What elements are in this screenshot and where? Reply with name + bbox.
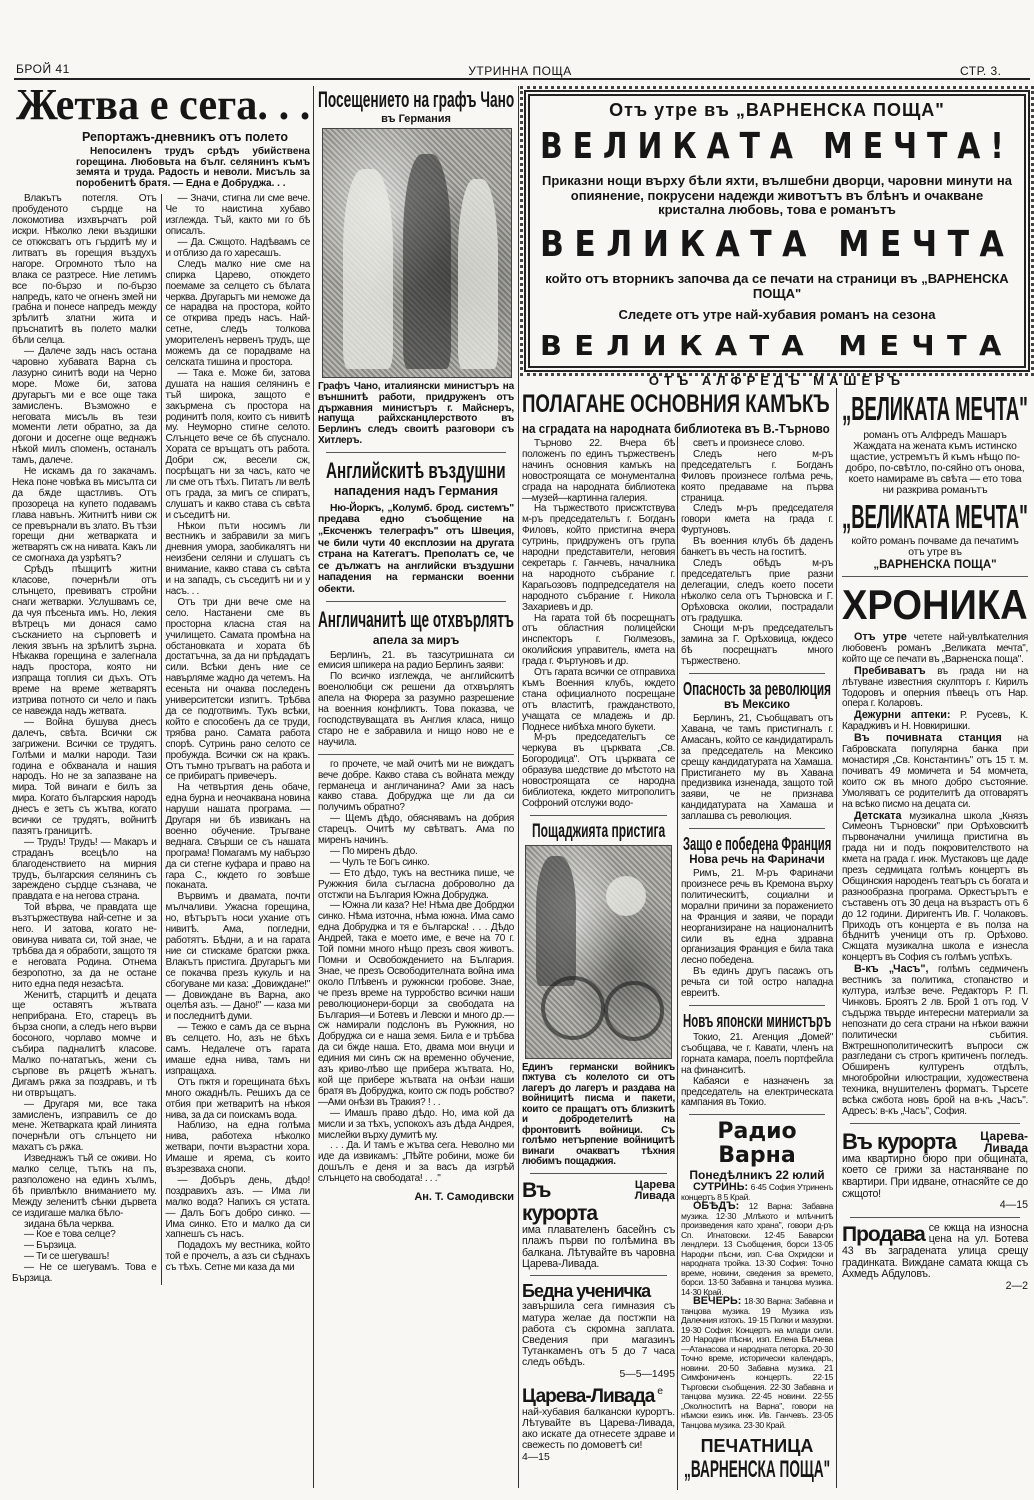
section-rule [850, 1217, 1020, 1218]
resort-ad-3-place: Царева-Ливада [980, 1128, 1028, 1155]
paragraph: Търново 22. Вчера бѣ положенъ по единъ тържественъ начинъ основния камъкъ на новостроящата се монументална сграда на народната библиотека—музей—картинна галерия. [522, 438, 675, 504]
section-rule [689, 673, 825, 674]
postman-title: Пощаджията пристига [532, 820, 666, 842]
resort-ad-1-place: Царева Ливада [634, 1178, 675, 1202]
paragraph: . . . Да. И тамъ е жътва сега. Неволно ми иде да извикамъ: „Пѣйте робини, може би дошълъ е деня и за васъ да изгрѣй слънцето на свободата! . . ." [318, 1140, 514, 1185]
paragraph-lead: ОБѢДЪ: [693, 1200, 740, 1213]
paragraph: На тържеството присжтствува м-ръ председательтъ г. Богданъ Филовъ, който пристигна вчера сутринь, придруженъ отъ група народни представители, неговия секретарь г. Ганчевъ, началника на народното събрание г. Карагьозовъ подпредседателя на народното събрание г. Никола Захариевъ и др. [522, 503, 675, 613]
paragraph: — Далече задъ насъ остана чаровно хубавата Варна съ лазурно синитѣ води на Черно море. Може би, затова другарьтъ ми е все още така замисленъ. Възможно е неговата мисъль въ тези моменти лети обратно, за да догони и досегне още веднажъ нѣкой милъ споменъ, останалъ тамъ, далече. [12, 346, 157, 467]
paragraph: Въ единъ другъ пасажъ отъ речьта си той остро нападна евреитѣ. [681, 966, 833, 1000]
cornerstone-subtitle: на сградата на народната библиотека въ В.-Търново [522, 421, 830, 436]
harvest-continuation [318, 760, 514, 1185]
ad-big-title-1: ВЕЛИКАТА МЕЧТА! [540, 126, 1014, 168]
harvest-title: Жетва е сега. . . [16, 80, 311, 129]
paragraph: — Война бушува днесъ далечъ, свѣта. Всички сж загрижени. Всички се трудятъ. Голѣми и малки народи. Тази година е обхванала и нашия народъ. Но не за запазване на мира. Той винаги е билъ за мира. Когато българския народъ днесъ е зетъ съ жътва, когато всички се трудятъ, войнитѣ пазятъ границитѣ. [12, 716, 157, 837]
paragraph: Следъ него м-ръ председательтъ г. Богданъ Филовъ произнесе голѣма речь, която предаваме на първа страница. [681, 448, 833, 504]
section-rule [530, 815, 667, 816]
paragraph: го прочете, че май очитѣ ми не виждатъ вече добре. Какво става съ войната между германеца и англичанина? Ами за насъ какво става. Добруджа ще ли да си получимъ обратно? [318, 758, 514, 814]
paragraph: Следъ м-ръ председателя говори кмета на града г. Фуртуновъ. [681, 503, 833, 537]
paragraph: Отъ пжтя и горещината бѣхъ много ожаднѣлъ. Решихъ да се отбия при жетваритѣ на нѣкоя нива, за да си поискамъ вода. [165, 1076, 310, 1121]
postman-title-wrap [532, 821, 665, 843]
paragraph: Въ почивната станция на Габровската популярна банка при монастиря „Св. Константинъ" отъ 15 т. м. почиватъ 49 момичета и 54 момчета, които сж въ много добро състояние. Умоляватъ се родителитѣ да отговарятъ на всѣко писмо на децата си. [842, 732, 1028, 810]
promo-paper: „ВАРНЕНСКА ПОЩА" [873, 559, 997, 571]
newspaper-name: УТРИННА ПОЩА [468, 64, 572, 78]
promo-title-1-wrap [842, 390, 1028, 428]
paragraph: — Да. Сжщото. Надѣвамъ се и отблизо да го харесашъ. [165, 237, 310, 259]
resort-ad-1-heading: Въ курорта [522, 1178, 598, 1225]
resort-ad-2-code: 4—15 [522, 1451, 550, 1463]
japan-title: Новъ японски министъръ [683, 1010, 832, 1031]
paragraph: Изведнажъ тъй се оживи. Но малко селце, тъткъ на пъ, разположено на единъ хълмъ, бѣ привлѣкло вниманието му. Между зеленитѣ сѣнки дървета се издигаше малка бѣло- [12, 1153, 157, 1219]
paragraph: — По миренъ дѣдо. [330, 845, 418, 857]
radio-program [681, 1183, 833, 1430]
page-number: СТР. 3. [960, 64, 1002, 78]
resort-ad-1-text: има плавателенъ басейнъ съ плажъ първи по голѣмина въ балкана. Лѣтувайте въ чаровна Царева-Ливада. [522, 1223, 675, 1271]
paragraph: Нѣкои пъти носимъ ли вестникъ и забравили за мигъ дневния умора, заобикалятъ ни неизбени селяни и слушатъ съ внимание, какво става съ свѣта и на западъ, съ съседитѣ ни и у насъ. . . [165, 520, 310, 597]
paragraph: — Трудъ! Трудъ! — Макаръ и страданъ всецѣло на благоденствието на мирния трудъ, българския селянинъ съ зареждено сърдце съзнава, че правдата е на негова страна. [12, 836, 157, 903]
promo-title-2: „ВЕЛИКАТА МЕЧТА" [842, 498, 1028, 535]
promo-text-2: който романъ почваме да печатимъ отъ утре въ [851, 536, 1019, 558]
ciano-subtitle: въ Германия [381, 113, 451, 125]
paragraph-lead: Дежурни аптеки: [854, 709, 951, 722]
section-rule [318, 754, 514, 755]
paragraph: — Ето дѣдо, тукъ на вестника пише, че Ружжния била съгласна доброволно да отстжпи на България Южна Добруджа. [318, 867, 514, 901]
promo-title-2-wrap [842, 498, 1028, 536]
paragraph: Римъ, 21. М-ръ Фариначи произнесе речь въ Кремона върху политическитѣ, социални и морални причини за поражението на Франция и заяви, че поради неорганизиране на националнитѣ сили въ една здравна организация Франция е била така лесно победена. [681, 868, 833, 967]
ad-line-1: Отъ утре въ „ВАРНЕНСКА ПОЩА" [609, 100, 945, 120]
section-rule [326, 452, 506, 453]
harvest-columns [12, 194, 310, 1285]
student-ad [522, 1281, 675, 1379]
section-rule [530, 1275, 667, 1276]
ad-text-2: който отъ вторникъ започва да се печати на страници въ „ВАРНЕНСКА ПОЩА" [545, 271, 1009, 301]
sale-ad-code: 2—2 [1005, 1279, 1028, 1292]
paragraph-lead: ВЕЧЕРЬ: [693, 1295, 742, 1308]
paragraph: Отъ утре четете най-увлѣкателния любовенъ романъ „Великата мечта", който ще се печати въ „Варненска поща". [842, 631, 1028, 665]
paragraph: — Южна ли каза? Не! Нѣма две Добрджи синко. Нѣма източна, нѣма южна. Има само една Добруджа и тя е българска! . . . Дѣдо Андрей, така е моето име, е вече на 70 г. Той помни много нѣщо презъ своя животъ. Помни и Освобождението на България. Знае, че презъ Освободителната война има около Плѣвенъ и ружжнски гробове. Знае, че презъ време на турробство всички наши революционери-борци за свободата на България—и Ботевъ и Левски и много др.—сж намирали подслонъ въ Ружжния, но Добруджа си е наша земя. Била е и трѣбва да си бжде наша. Ето, двама мои внуци и единия ми синъ сж на временно обучение, азъ криво-лѣво ще прибера жътвата. Но, кой ще прибере жътвата на онѣзи наши братя въ Добруджа, които сж подъ робство?—Ами онѣзи въ Тракия? ! . . [318, 900, 514, 1108]
cornerstone-column-1 [522, 439, 675, 810]
air-raids-title-wrap [326, 458, 506, 484]
ciano-photo [322, 128, 512, 378]
ad-author: ОТЪ АЛФРЕДЪ МАШЕРЪ [648, 373, 906, 388]
ad-big-title-2: ВЕЛИКАТА МЕЧТА [540, 223, 1015, 265]
resort-ad-3-code: 4—15 [999, 1199, 1028, 1212]
paragraph: Той вѣрва, че правдата ще възтържествува най-сетне и за него. И затова, когато не-овинува нивата си, той знае, че трѣбва да я обработи, защото тя е неговата Родина. Отнема безропотно, за да не остане нито една педя незасѣта. [12, 902, 157, 990]
cornerstone-subtitle-wrap [522, 420, 830, 435]
right-column-3 [842, 390, 1028, 1292]
resort-ad-2 [522, 1386, 675, 1463]
resort-ad-3-heading: Въ курорта [842, 1128, 957, 1154]
section-rule [326, 601, 506, 602]
air-raids-subtitle: нападения надъ Германия [333, 483, 499, 498]
paragraph: По всичко изглежда, че английскитѣ военолюбци сж решени да отхвърлятъ апела на Фюрера за разумно разрешение на военния конфликтъ. Това показва, че господствуващата въ Англия класа, нищо старо не е забравила и нищо ново не е научила. [318, 671, 514, 748]
ad-big-title-3: ВЕЛИКАТА МЕЧТА [540, 328, 1014, 362]
paragraph: — Тежко е самъ да се върна въ селцето. Но, азъ не бѣхъ самъ. Недалече отъ гарата имаше една нива, тамъ ни изпращаха. [165, 1022, 310, 1077]
column-rule [313, 86, 314, 1488]
column-rule [836, 388, 837, 1488]
harvest-article [12, 82, 310, 1285]
radio-title: Радио Варна [717, 1119, 797, 1169]
paragraph: Ню-Йоркъ, „Колумб. брод. системъ" предава едно съобщение на „Ексченжъ телеграфъ" отъ Швеция, че били чути 40 експлозии на другата страна на Категатъ. Преполатъ се, че се дължатъ на английски въздушни нападения на германски военни обекти. [318, 502, 514, 595]
section-rule [689, 828, 825, 829]
sale-ad [842, 1223, 1028, 1293]
cornerstone-title: ПОЛАГАНЕ ОСНОВНИЯ КАМЪКЪ [522, 390, 830, 418]
paragraph: Въ военния клубъ бѣ даденъ банкетъ въ честь на гоститѣ. [681, 536, 833, 559]
peace-appeal-subtitle: апела за миръ [372, 632, 460, 647]
cornerstone-column-2 [681, 439, 833, 668]
sale-ad-text: се кжща на износна цена на ул. Ботева 43 въ заградената улица срещу градинката. Виждане самата кжща съ Ахмедъ Абдуловъ. [842, 1221, 1028, 1281]
student-ad-code: 5—5—1495 [619, 1368, 675, 1380]
paragraph: — Добъръ день, дѣдо! поздравихъ азъ. — Има ли малко вода? Напихъ ся устата. — Далъ Богъ добро синко. — Има синко. Ето и малко да си хапнешъ съ насъ. [165, 1174, 310, 1241]
chronicle-title: ХРОНИКА [842, 581, 1028, 628]
mexico-body [681, 714, 833, 823]
ciano-caption: Графъ Чано, италиянски министъръ на външнитѣ работи, придруженъ отъ държавния министъръ г. Майснеръ, напуща райхсканцлерството въ Берлинъ следъ своитѣ разговори съ Хитлеръ. [318, 381, 514, 446]
paragraph: — Чулъ те Богъ синко. [330, 856, 430, 868]
postman-caption: Единъ германски войникъ пжтува съ колелото си отъ лагеръ до лагеръ и раздава на войницитѣ писма и пакети, които се пращатъ отъ близкитѣ и добродетелитѣ на фронтовитѣ войници. Съ голѣмо нетърпение войницитѣ винаги очакватъ тѣхния любимъ пощаджия. [522, 1061, 675, 1168]
paragraph: зидана бѣла черква. [24, 1218, 115, 1230]
paragraph: — Ти се шегувашъ! [24, 1251, 110, 1263]
paragraph: СУТРИНЬ: 6·45 София Утриненъ концертъ 8 5 Край. [681, 1181, 833, 1202]
section-rule [842, 576, 1028, 577]
resort-ad-2-text: е най-хубавия балкански курортъ. Лѣтувайте въ Царева-Ливада, ако искате да отнесете здраве и свежесть по домоветѣ си! [522, 1385, 675, 1452]
ciano-title-wrap [318, 88, 514, 112]
paragraph: Токио, 21. Агенция „Домей" съобщава, че г. Кавати, членъ на горната камара, поелъ портфейла на финанситѣ. [681, 1031, 833, 1076]
radio-date: Понедѣлникъ 22 юлий [689, 1168, 825, 1183]
paragraph: ОБѢДЪ: 12 Варна: Забавна музика. 12·30 „Млѣкото и млѣчнитѣ произведения като храна", говори д-ръ Сп. Игнатовски. 12·45 Баварски лендлери. 13 Съобщения, борси 13·05 Народни пѣсни, изп. С-ва Охридски и народната тройка. 13·30 София: Точно време, новини, сведения за времето, борси. 13·50 Забавна и танцова музика. 14·30 Край. [681, 1200, 833, 1297]
japan-body [681, 1033, 833, 1109]
resort-ad-1 [522, 1179, 675, 1271]
harvest-deck: Непосиленъ трудъ срѣдъ убийствена горещина. Любовьта на бълг. селянинъ къмъ земята и труда. Радость и неволи. Мисъль за поробенитѣ братя. — Една е Добруджа. . . [76, 146, 310, 189]
section-rule [530, 1173, 667, 1174]
japan-title-wrap [683, 1011, 831, 1031]
author-signature: Ан. Т. Самодивски [414, 1191, 514, 1204]
mexico-title-wrap [683, 679, 831, 699]
paragraph: Наблизо, на една голѣма нива, работеха нѣколко жетвари, почти възрастни хора. Имаше и ярема, съ които възрезваха снопи. [165, 1120, 310, 1176]
ad-big-3-wrap [540, 330, 1014, 362]
section-rule [689, 1005, 825, 1006]
paragraph: Берлинъ, 21, Съобщаватъ отъ Хавана, че тамъ пристигналъ г. Амасанъ, който се кандидатиралъ за председатель на Мексико срещу кандидатурата на Хамаша. Пристигането му въ Хавана предизвика изненада, защото той заяви, че не признава кандидатурата на Хамаша и заплашва съ революция. [681, 713, 833, 823]
paragraph-lead: Отъ утре [854, 631, 907, 643]
right-column-1 [522, 439, 675, 1463]
harvest-subtitle: Репортажъ-дневникъ отъ полето [81, 130, 289, 144]
column-rule [677, 437, 678, 1490]
sale-ad-heading: Продава [842, 1222, 925, 1246]
paragraph: — Така е. Може би, затова душата на нашия селянинъ е тъй широка, защото е закърмена съ простора на родинитѣ поля, които съ нивитѣ му. Неуморно стигне селото. Слънцето вече се бѣ спуснало. Хората се връщатъ отъ работа. Добри сж, весели сж, посрѣщатъ ни за часъ, като че ли сме отъ тѣхъ. Питатъ ли велѣ отъ града, за мигъ се спиратъ, слушатъ и какво става съ свѣта и съседитѣ ни. [165, 367, 310, 521]
printing-house-line-1: ПЕЧАТНИЦА [700, 1436, 814, 1457]
resort-ad-3-text: има квартирно бюро при общината, което се грижи за настаняване по квартири. При идване, отнасяйте се до сжщото! [842, 1152, 1028, 1200]
paragraph: Следъ малко ние сме на спирка Царево, откждето поемаме за селцето съ бѣлата черква. Другарьтъ ми неможе да се нарадва на простора, който се открива предъ насъ. Най-сетне, следъ толкова уморителенъ нервенъ трудъ, ще можемъ да се порадваме на селската тишина и простора. [165, 258, 310, 368]
paragraph: — Не се шегувамъ. Това е Бързица. [12, 1262, 157, 1285]
ad-big-2-wrap [540, 225, 1014, 265]
paragraph: — Другаря ми, все така замисленъ, изправилъ се до мене. Жетварката край линията почернѣли отъ слънцето ни махатъ съ рѫка. [12, 1098, 157, 1154]
paragraph: Вървимъ и двамата, почти мълчаливи. Ужасна горещина, но, вѣтърътъ носи ухание отъ нивитѣ. Ама, погледни, работятъ. Бѣдни, а и на гарата ние си стискаме братски ржка. Влакътъ пристига. Другарьтъ ми се покачва презъ кукуль и на сбогуване ми каза: „Довиждане!" — Довиждане въ Варна, ако оцелѣя азъ. — Дано!" — каза ми и последнитѣ думи. [165, 891, 310, 1023]
section-rule [689, 1114, 825, 1115]
promo-text-1: романъ отъ Алфредъ Машаръ Жаждата на жената къмъ истинско щастие, устремътъ й къмъ нѣщо по-добро, по-свѣтло, по-сяйно отъ онова, което намираме въ свѣта — ето това ни разкрива романътъ [845, 430, 1025, 496]
paragraph: — Бързица. [24, 1240, 77, 1252]
paragraph-lead: Пребиваватъ [854, 664, 926, 677]
column-rule [518, 86, 519, 1488]
paragraph: Пребиваватъ въ града ни на лѣтуване известния скулпторъ г. Кирилъ Тодоровъ и оперния пѣвецъ отъ Нар. опера г. Коларовъ. [842, 664, 1028, 710]
paragraph: На гарата той бѣ посрещнатъ отъ областния полицейски инспекторъ г. Гюлмезовъ, околийския управитель, кмета на града г. Фъртуновъ и др. [522, 612, 675, 668]
student-ad-text: завършила сега гимназия съ матура желае да постжпи на работа съ скромна заплата. Сведения при магазинъ Тутанкаменъ отъ 5 до 7 часа следъ обѣдъ. [522, 1301, 675, 1369]
harvest-column-1 [12, 194, 157, 1219]
mexico-subtitle: въ Мексико [723, 699, 791, 712]
chronicle-body [842, 632, 1028, 1118]
center-column [318, 88, 514, 1203]
paragraph: — Значи, стигна ли сме вече. Че то наистина хубаво изглежда. Тъй, както ми го бѣ описалъ. [165, 193, 310, 238]
paragraph: Снощи м-ръ председательтъ замина за Г. Орѣховица, кждесо бѣ посрещнатъ много тържествено. [681, 623, 833, 668]
paragraph: Отъ гарата всички се отправиха къмъ Военния клубъ, кждето стана официалното посрещане отъ властитѣ, гражданството, учащата се младежь и др. Поднесе нибѣха много букети. [522, 667, 675, 733]
student-ad-heading: Бедна ученичка [522, 1281, 651, 1302]
printing-house-line-2: „ВАРНЕНСКА ПОЩА" [684, 1456, 831, 1484]
harvest-title-wrap [16, 82, 310, 128]
paragraph-lead: Въ почивната станция [854, 732, 1002, 745]
cornerstone-title-wrap [522, 390, 830, 418]
paragraph: Влакътъ потегля. Отъ пробуденото сърдце на локомотива изхвърчатъ рой искри. Нѣколко леки въздишки се откжсватъ отъ гърдитѣ му и литватъ въ горещия въздухъ нагоре. Огромното тѣло на влака се разтресе. Ние летимъ все по-бързо и по-бързо напредъ, като че огненъ змей ни грабна и понесе напредъ между зрѣлитѣ златни жита и пръснатитѣ въ полето малки бѣли селца. [12, 193, 157, 347]
promo-title-1: „ВЕЛИКАТА МЕЧТА" [842, 390, 1028, 427]
novel-advertisement [524, 90, 1030, 372]
ad-text-1: Приказни нощи върху бѣли яхти, вълшебни дворци, чаровни минути на опиянение, покрусени надежди животътъ въ блѣнъ и очакване кристална любовь, това е романътъ [542, 173, 1012, 218]
paragraph: Следъ обѣдъ м-ръ председательтъ прие разни делегации, следъ което посети нѣколко села отъ Търновска и Г. Орѣховска околии, пострадали отъ градушка. [681, 557, 833, 624]
paragraph: Детската музикална школа „Князъ Симеонъ Търновски" при Орѣховскитѣ първоначални училища пристигна въ града ни и подъ покровителството на кмета на града г. инж. Мустаковъ ще даде презъ седмицата голѣмъ концертъ въ Общинския народенъ театъръ съ богата и разнообразна програма. Оркестърътъ е съставенъ отъ 30 деца на възрастъ отъ 6 до 12 години. Диригентъ Ив. Г. Чолаковъ. Приходъ отъ концерта е въ полза на бѣднитѣ ученици отъ гр. Орѣхово. Сжщата музикална школа е изнесла концертъ въ София съ голѣмъ успѣхъ. [842, 809, 1028, 964]
ciano-title: Посещението на графъ Чано [318, 87, 515, 112]
france-subtitle: Нова речь на Фариначи [689, 854, 825, 867]
right-column-2 [681, 439, 833, 1484]
resort-ad-2-heading: Царева-Ливада [522, 1385, 655, 1407]
paragraph: Подадохъ му вестника, който той е прочелъ, а азъ си сѣднахъ съ тѣхъ. Сетне ми каза да ми [165, 1240, 310, 1274]
paragraph: Не искамъ да го закачамъ. Нека поне човѣка въ мисълта си да бѫде щастливъ. Отъ прозореца на купето подавамъ глава навънъ. Житнитѣ ниви сж се превърнали въ злато. Въ тѣзи горещи дни жетварката и жетварятъ сж на нивата. Какъ ли се смогнаха да узрѣятъ? [12, 466, 157, 565]
air-raids-title: Английскитѣ въздушни [326, 457, 506, 483]
paragraph: Срѣдъ пѣшцитѣ житни класове, почернѣли отъ слънцето, превиватъ стройни снаги жетварки. Услушвамъ се, да чуя пѣсеньта имъ. Но, лекия вѣтрецъ ми донася само съсканието на сърповетѣ и лекия звънъ на зрѣлитѣ зърна. Нѣкаква горещина е залегнала надъ простора, която ни изпраща топлия си дъхъ. Отъ време на време жетварятъ изтрива потното си чело и пакъ се навежда надъ жетвата. [12, 564, 157, 717]
paragraph-lead: В-къ „Часъ", [854, 963, 929, 976]
paragraph: Кабаяси е назначенъ за председатель на електрическата кампания въ Токио. [681, 1075, 833, 1109]
ad-big-1-wrap [540, 127, 1014, 167]
chronicle-title-wrap [842, 581, 1028, 629]
paragraph: М-ръ председательтъ се черкува въ църквата „Св. Богородица". Отъ църквата се образува шедствие до мѣстото на новостроящата се народна библиотека, кждето митрополитъ Софроний отслужи водо- [522, 732, 675, 809]
paragraph: Отъ три дни вече сме на село. Настанени сме въ просторна класна стая на училището. Самата промѣна на обстановката и хората бѣ достатъчна, за да ни прѣдадатъ сили. Всѣки денъ ние се навърляме жадно да четемъ. На есеньта ни очаква последенъ университетски изпитъ. Трѣбва да се подготвимъ. Тукъ всѣки, който е способенъ да се труди, трябва рано. Самата работа спорѣ. Сутринь рано селото се пробужда. Всички сж на кракъ. Отъ тъмно тръгватъ на работа и се прибиратъ привечеръ. [165, 596, 310, 783]
paragraph: — Кое е това селце? [24, 1229, 116, 1241]
air-raids-body [318, 503, 514, 596]
paragraph: На четвъртия день обаче, една бурна и неочаквана новина наруши нашата програма. — Другаря ни бѣ извиканъ на военно обучение. Тръгване веднага. Свърши се съ нашата програма! Помагамъ му набързо да си стегне куфара и право на гара С., кждето го зовѣше поканата. [165, 782, 310, 892]
paragraph: ВЕЧЕРЬ: 18·30 Варна: Забавна и танцова музика. 19 Музика изъ Далечния изтокъ. 19·15 Полки и мазурки. 19·30 София: Концертъ на млади сили. 20 Народни пѣсни, изп. Елена Бѣлчева—Атанасова и народната петорка. 20·30 Точно време, исторически календаръ, новини. 20·50 Забавна музика. 21 Симфониченъ концертъ. 22·15 Търговски съобщения. 22·30 Забавна и танцова музика. 22·45 новини. 22·55 „Околноститѣ на Варна", говори на нѣмски езикъ инж. Ив. Ганчевъ. 23·05 Танцова музика. 23·30 Край. [681, 1295, 833, 1430]
postman-photo [525, 845, 672, 1059]
paragraph-lead: Детската [854, 809, 902, 822]
section-rule [850, 1123, 1020, 1124]
paragraph: Женитѣ, старцитѣ и децата ще оставятъ жътвата неприбрана. Ето, старецъ въ бърза снопи, а следъ него върви босоного, чорлаво момче и събира падналитѣ класове. Малко по-нататъкъ, жени съ сърпове въ рѫцетѣ жънатъ. Дигамъ рѫка за поздравъ, и тѣ ни отвръщатъ. [12, 989, 157, 1099]
resort-ad-3 [842, 1129, 1028, 1212]
printing-house-wrap [684, 1456, 830, 1484]
paragraph: светъ и произнесе слово. [693, 438, 805, 449]
paragraph: — Щемъ дѣдо, обяснявамъ на добрия старецъ. Очитѣ му свѣтватъ. Ама по миренъ начинъ. [318, 813, 514, 847]
france-title: Защо е победена Франция [683, 834, 832, 855]
paragraph: В-къ „Часъ", голѣмъ седмиченъ вестникъ за политика, стопанство и култура, излѣзе вече. Редакторъ Р. П. Чинковъ. Броятъ 2 лв. Брой 1 отъ год. V съдържа твърде интересни материали за непознати до сега страни на нѣкои важни политически събития. Вжтрешнополитическитѣ въпроси сж разгледани съ строгъ критиченъ погледъ. Обширенъ културенъ отдѣлъ, многобройни илюстрации, художествена техника, внушителенъ форматъ. Търсете всѣка сжбота новъ брой на в-къ „Часъ". Адресъ: в-къ „Часъ", София. [842, 963, 1029, 1117]
peace-appeal-title-wrap [318, 607, 514, 633]
ad-text-3: Следете отъ утре най-хубавия романъ на сезона [618, 307, 936, 323]
paragraph: — Имашъ право дѣдо. Но, има кой да мисли и за тѣхъ, успокохъ азъ дѣда Андрея, мислейки върху думитѣ му. [318, 1107, 514, 1141]
peace-appeal-body [318, 651, 514, 749]
mexico-title: Опасность за революция [683, 679, 831, 700]
paragraph-lead: СУТРИНЬ: [693, 1181, 749, 1194]
paragraph: Дежурни аптеки: Р. Русевъ, К. Карадживъ и Н. Новкиришки. [842, 709, 1028, 733]
issue-number: БРОЙ 41 [16, 62, 70, 76]
paragraph: Берлинъ, 21. въ тазсутришната си емисия шпикера на радио Берлинъ заяви: [318, 649, 514, 672]
peace-appeal-title: Англичанитѣ ще отхвърлятъ [318, 606, 514, 632]
france-title-wrap [683, 834, 831, 854]
france-body [681, 869, 833, 1000]
